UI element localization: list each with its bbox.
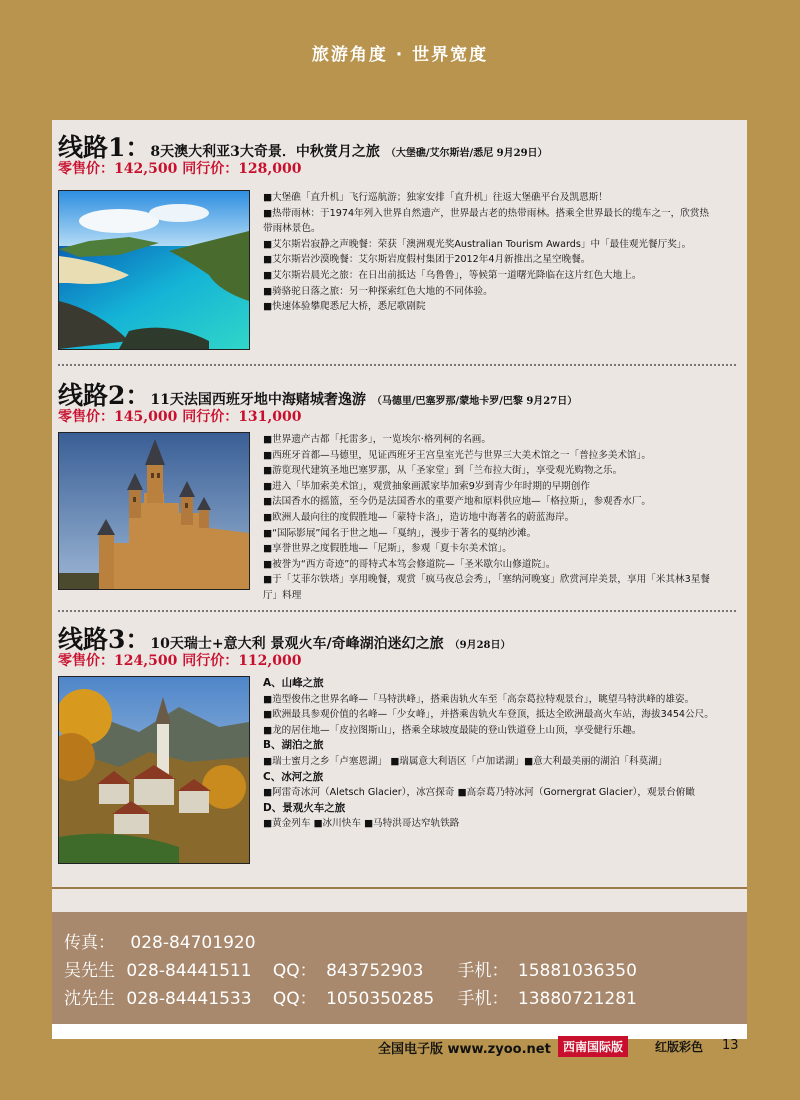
mobile-label: 手机： <box>457 989 509 1009</box>
route-3-highlights <box>263 676 718 832</box>
panel-bottom-rule <box>52 887 747 889</box>
section-heading: D、景观火车之旅 <box>263 801 346 814</box>
page-header-title: 旅游角度 · 世界宽度 <box>311 45 489 65</box>
fax-row <box>64 928 256 953</box>
route-price: 零售价：124,500 同行价：112,000 <box>58 653 302 669</box>
contact-row <box>64 984 637 1009</box>
route-name: 8天澳大利亚3大奇景．中秋赏月之旅 <box>150 144 380 160</box>
section-heading: A、山峰之旅 <box>263 677 324 689</box>
route-destinations: （大堡礁/艾尔斯岩/悉尼 9月29日） <box>385 148 548 159</box>
fax-label: 传真： <box>64 933 115 953</box>
edition-badge: 西南国际版 <box>558 1036 628 1057</box>
page-number: 13 <box>722 1038 739 1053</box>
contact-name: 沈先生 <box>64 989 115 1009</box>
route-price: 零售价：145,000 同行价：131,000 <box>58 409 302 425</box>
section-heading: B、湖泊之旅 <box>263 739 324 752</box>
mobile-label: 手机： <box>457 961 509 981</box>
swiss-village-photo <box>58 676 250 864</box>
highlight-item: ■世界遗产古都「托雷多」，一览埃尔·格列柯的名画。 <box>263 434 491 445</box>
highlight-item: ■龙的居住地—「皮拉图斯山」，搭乘全球坡度最陡的登山铁道登上山顶，享受健行乐趣。 <box>263 724 642 736</box>
highlight-item: ■大堡礁「直升机」飞行巡航游；独家安排「直升机」往返大堡礁平台及凯恩斯！ <box>263 192 608 203</box>
route-divider <box>58 364 736 366</box>
highlight-item: ■瑞士蜜月之乡「卢塞恩湖」 ■瑞属意大利语区「卢加诺湖」■意大利最美丽的湖泊「科莫湖」 <box>263 755 668 767</box>
section-heading: C、冰河之旅 <box>263 770 324 783</box>
highlight-item: ■西班牙首都—马德里，见证西班牙王宫皇室光芒与世界三大美术馆之一「普拉多美术馆」。 <box>263 449 652 461</box>
route-number: 线路1： <box>58 133 151 162</box>
route-divider <box>58 610 736 612</box>
mobile-number: 13880721281 <box>517 989 637 1009</box>
color-tag: 红版彩色 <box>655 1040 704 1054</box>
highlight-item: ■游览现代建筑圣地巴塞罗那，从「圣家堂」到「兰布拉大街」，享受观光购物之乐。 <box>263 465 623 477</box>
highlight-item: ■享誉世界之度假胜地—「尼斯」，参观「夏卡尔美术馆」。 <box>263 543 512 555</box>
panel-header-band <box>52 68 747 120</box>
highlight-item: ■进入「毕加索美术馆」，观赏抽象画派家毕加索9岁到青少年时期的早期创作 <box>263 480 590 492</box>
highlight-item: ■欧洲最具参观价值的名峰—「少女峰」，并搭乘齿轨火车登顶，抵达全欧洲最高火车站，海拔3454公尺。 <box>263 709 714 721</box>
highlight-item: ■阿雷奇冰河（Aletsch Glacier），冰宫探奇 ■高奈葛乃特冰河（Gornergrat Glacier），观景台俯瞰 <box>263 787 695 799</box>
qq-number: 1050350285 <box>326 989 435 1009</box>
qq-label: QQ： <box>272 961 317 981</box>
highlight-item: ■被誉为“西方奇迹”的哥特式本笃会修道院—「圣米歇尔山修道院」。 <box>263 558 556 570</box>
highlight-item: ■法国香水的摇篮，至今仍是法国香水的重要产地和原料供应地—「格拉斯」，参观香水厂。 <box>263 496 652 508</box>
highlight-item: ■热带雨林：于1974年列入世界自然遗产，世界最古老的热带雨林。搭乘全世界最长的缆车之一，欣赏热带雨林景色。 <box>263 207 710 235</box>
contact-row <box>64 956 637 981</box>
edition-link[interactable]: 全国电子版 www.zyoo.net <box>378 1042 551 1057</box>
fax-number: 028-84701920 <box>130 933 256 953</box>
highlight-item: ■骑骆驼日落之旅：另一种探索红色大地的不同体验。 <box>263 285 493 297</box>
route-1-highlights <box>263 190 718 315</box>
route-name: 11天法国西班牙地中海赌城奢逸游 <box>150 392 366 408</box>
highlight-item: ■于「艾菲尔铁塔」享用晚餐，观赏「疯马夜总会秀」，「塞纳河晚宴」欣赏河岸美景，享用「米其林3星餐厅」料理 <box>263 574 710 601</box>
spain-castle-photo <box>58 432 250 590</box>
route-destinations: （马德里/巴塞罗那/蒙地卡罗/巴黎 9月27日） <box>371 396 578 407</box>
route-price: 零售价：142,500 同行价：128,000 <box>58 161 302 177</box>
qq-number: 843752903 <box>326 961 424 981</box>
route-destinations: （9月28日） <box>449 640 511 651</box>
highlight-item: ■艾尔斯岩寂静之声晚餐：荣获「澳洲观光奖Australian Tourism Awards」中「最佳观光餐厅奖」。 <box>263 238 692 250</box>
highlight-item: ■欧洲人最向往的度假胜地—「蒙特卡洛」，造访地中海著名的蔚蓝海岸。 <box>263 511 575 523</box>
route-number: 线路2： <box>58 381 151 410</box>
contact-name: 吴先生 <box>64 961 115 981</box>
route-name: 10天瑞士+意大利 景观火车/奇峰湖泊迷幻之旅 <box>150 636 444 652</box>
highlight-item: ■快速体验攀爬悉尼大桥，悉尼歌剧院 <box>263 301 426 313</box>
mobile-number: 15881036350 <box>517 961 637 981</box>
highlight-item: ■艾尔斯岩沙漠晚餐：艾尔斯岩度假村集团于2012年4月新推出之星空晚餐。 <box>263 254 591 266</box>
route-2-highlights <box>263 432 718 604</box>
highlight-item: ■“国际影展”闻名于世之地—「戛纳」，漫步于著名的戛纳沙滩。 <box>263 527 537 539</box>
highlight-item: ■造型俊伟之世界名峰—「马特洪峰」，搭乘齿轨火车至「高奈葛拉特观景台」，眺望马特洪峰的雄姿。 <box>263 693 695 705</box>
highlight-item: ■艾尔斯岩晨光之旅：在日出前抵达「乌鲁鲁」，等候第一道曙光降临在这片红色大地上。 <box>263 269 642 281</box>
australia-coast-photo <box>58 190 250 350</box>
qq-label: QQ： <box>272 989 317 1009</box>
contact-phone: 028-84441533 <box>126 989 252 1009</box>
page-footer <box>0 1038 800 1058</box>
route-number: 线路3： <box>58 625 151 654</box>
highlight-item: ■黄金列车 ■冰川快车 ■马特洪哥达窄轨铁路 <box>263 818 460 830</box>
contact-phone: 028-84441511 <box>126 961 252 981</box>
